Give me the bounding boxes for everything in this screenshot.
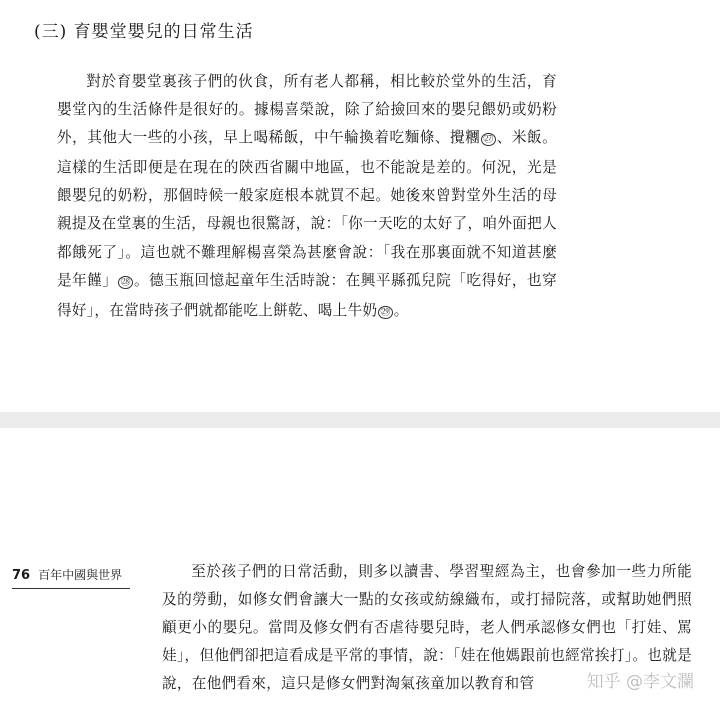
- page-number: 76: [12, 568, 31, 583]
- paragraph-text: 、米飯。這樣的生活即便是在現在的陝西省關中地區，也不能說是差的。何況，光是餵嬰兒的奶粉，那個時候一般家庭根本就買不起。她後來曾對堂外生活的母親提及在堂裏的生活，母親也很驚訝，說：「你一天吃的太好了，咱外面把人都餓死了」。這也就不難理解楊喜榮為甚麼會說：「我在那裏面就不知道甚麼是年饉」: [57, 129, 558, 289]
- book-title: 百年中國與世界: [38, 568, 123, 582]
- page-divider: [0, 412, 720, 428]
- paragraph-daily-activities: 至於孩子們的日常活動，則多以讀書、學習聖經為主，也會參加一些力所能及的勞動，如修女們會讓大一點的女孩或紡線織布，或打掃院落，或幫助她們照顧更小的嬰兒。當問及修女們有否虐待嬰兒時，老人們承認修女們也「打娃、罵娃」，但他們卻把這看成是平常的事情，說：「娃在他媽跟前也經常挨打」。也就是說，在他們看來，這只是修女們對淘氣孩童加以教育和管: [162, 563, 692, 693]
- footnote-marker[interactable]: ㉘: [120, 276, 131, 288]
- paragraph-food: [57, 68, 557, 327]
- bottom-page: [0, 428, 720, 706]
- page-folio: [12, 566, 130, 589]
- paragraph-text: 對於育嬰堂裏孩子們的伙食，所有老人都稱，相比較於堂外的生活，育嬰堂內的生活條件是很好的。據楊喜榮說，除了給撿回來的嬰兒餵奶或奶粉外，其他大一些的小孩，早上喝稀飯，中午輪換着吃麵條、攪糰: [57, 73, 557, 147]
- watermark: 知乎 @李文瀾: [586, 672, 694, 692]
- footnote-marker[interactable]: ㉙: [380, 306, 391, 318]
- paragraph-text: 。德玉瓶回憶起童年生活時說：在興平縣孤兒院「吃得好，也穿得好」，在當時孩子們就都能吃上餅乾、喝上牛奶: [57, 271, 557, 319]
- section-heading: (三) 育嬰堂嬰兒的日常生活: [34, 22, 254, 42]
- paragraph-text: 。: [393, 301, 409, 319]
- footnote-marker[interactable]: ㉗: [483, 134, 494, 146]
